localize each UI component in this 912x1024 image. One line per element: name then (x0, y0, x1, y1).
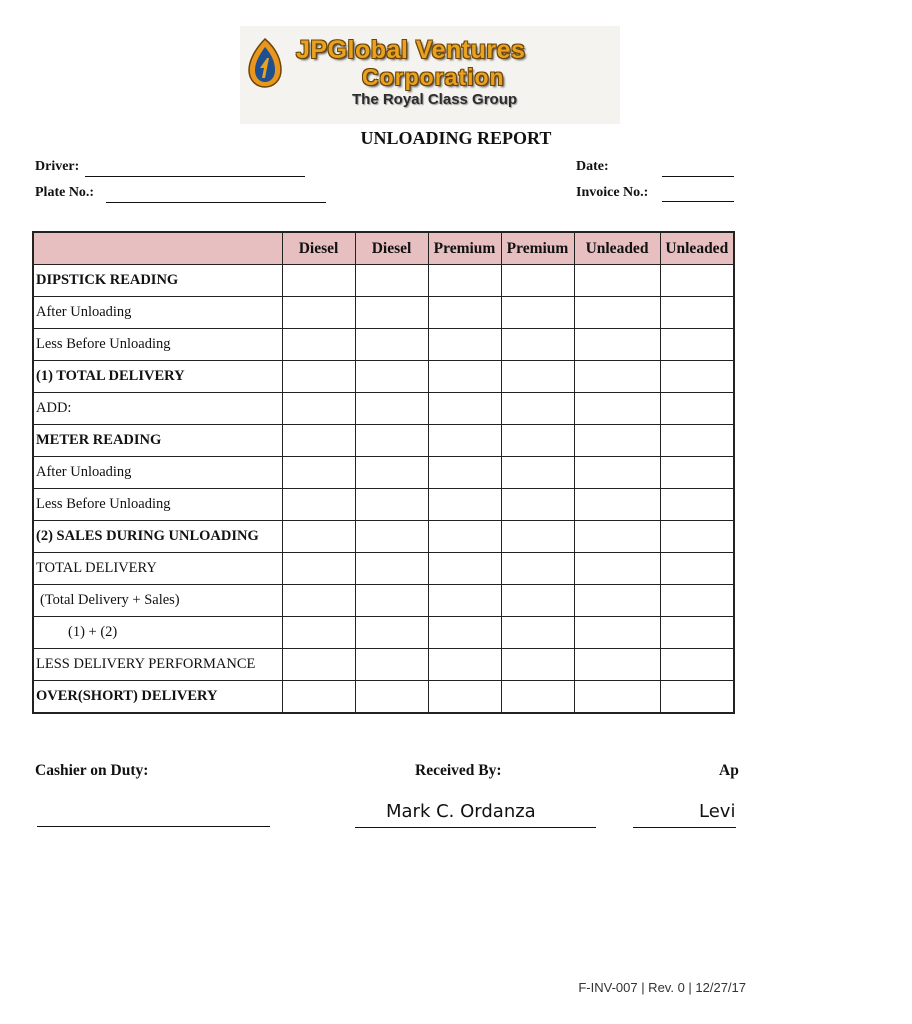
table-row (33, 521, 734, 553)
entry-cell[interactable] (660, 265, 734, 297)
table-row (33, 393, 734, 425)
entry-cell[interactable] (428, 489, 501, 521)
header-cell: Unleaded (574, 232, 660, 265)
header-cell (33, 232, 282, 265)
entry-cell[interactable] (660, 585, 734, 617)
entry-cell[interactable] (574, 393, 660, 425)
entry-cell[interactable] (660, 521, 734, 553)
entry-cell[interactable] (574, 425, 660, 457)
entry-cell[interactable] (355, 265, 428, 297)
entry-cell[interactable] (282, 681, 355, 714)
entry-cell[interactable] (501, 649, 574, 681)
entry-cell[interactable] (428, 393, 501, 425)
entry-cell[interactable] (501, 265, 574, 297)
header-cell: Premium (428, 232, 501, 265)
plate-label: Plate No.: (35, 185, 95, 200)
entry-cell[interactable] (428, 649, 501, 681)
entry-cell[interactable] (574, 361, 660, 393)
entry-cell[interactable] (574, 489, 660, 521)
entry-cell[interactable] (355, 649, 428, 681)
entry-cell[interactable] (282, 617, 355, 649)
entry-cell[interactable] (355, 457, 428, 489)
entry-cell[interactable] (501, 617, 574, 649)
entry-cell[interactable] (282, 329, 355, 361)
received-name: Mark C. Ordanza (386, 801, 536, 822)
entry-cell[interactable] (428, 553, 501, 585)
row-label: After Unloading (33, 457, 282, 489)
entry-cell[interactable] (282, 393, 355, 425)
flame-drop-icon (248, 38, 282, 88)
entry-cell[interactable] (574, 521, 660, 553)
plate-field[interactable] (106, 202, 326, 203)
entry-cell[interactable] (660, 457, 734, 489)
entry-cell[interactable] (282, 425, 355, 457)
row-label: After Unloading (33, 297, 282, 329)
entry-cell[interactable] (501, 521, 574, 553)
entry-cell[interactable] (428, 425, 501, 457)
entry-cell[interactable] (355, 553, 428, 585)
table-row (33, 617, 734, 649)
invoice-label: Invoice No.: (576, 185, 649, 200)
entry-cell[interactable] (501, 681, 574, 714)
entry-cell[interactable] (282, 361, 355, 393)
entry-cell[interactable] (428, 585, 501, 617)
approved-name: Levi (699, 801, 736, 822)
entry-cell[interactable] (574, 585, 660, 617)
entry-cell[interactable] (428, 265, 501, 297)
entry-cell[interactable] (355, 617, 428, 649)
entry-cell[interactable] (355, 681, 428, 714)
company-name-line1: JPGlobal Ventures (296, 36, 526, 64)
date-field[interactable] (662, 176, 734, 177)
company-logo (240, 26, 620, 124)
entry-cell[interactable] (501, 489, 574, 521)
entry-cell[interactable] (428, 521, 501, 553)
entry-cell[interactable] (428, 297, 501, 329)
entry-cell[interactable] (574, 681, 660, 714)
entry-cell[interactable] (428, 361, 501, 393)
entry-cell[interactable] (660, 329, 734, 361)
row-label: METER READING (33, 425, 282, 457)
entry-cell[interactable] (428, 617, 501, 649)
row-label: Less Before Unloading (33, 489, 282, 521)
table-row (33, 265, 734, 297)
row-label: DIPSTICK READING (33, 265, 282, 297)
table-row (33, 329, 734, 361)
unloading-table (32, 231, 735, 714)
entry-cell[interactable] (282, 585, 355, 617)
row-label: Less Before Unloading (33, 329, 282, 361)
entry-cell[interactable] (574, 329, 660, 361)
entry-cell[interactable] (574, 297, 660, 329)
entry-cell[interactable] (282, 521, 355, 553)
entry-cell[interactable] (355, 361, 428, 393)
entry-cell[interactable] (501, 329, 574, 361)
entry-cell[interactable] (355, 521, 428, 553)
entry-cell[interactable] (282, 649, 355, 681)
entry-cell[interactable] (660, 649, 734, 681)
entry-cell[interactable] (660, 297, 734, 329)
driver-field[interactable] (85, 176, 305, 177)
company-name-line2: Corporation (362, 64, 505, 90)
header-cell: Unleaded (660, 232, 734, 265)
entry-cell[interactable] (660, 361, 734, 393)
driver-label: Driver: (35, 159, 80, 174)
entry-cell[interactable] (501, 393, 574, 425)
entry-cell[interactable] (282, 297, 355, 329)
row-label: LESS DELIVERY PERFORMANCE (33, 649, 282, 681)
entry-cell[interactable] (501, 297, 574, 329)
entry-cell[interactable] (660, 393, 734, 425)
row-label: (2) SALES DURING UNLOADING (33, 521, 282, 553)
entry-cell[interactable] (660, 425, 734, 457)
entry-cell[interactable] (501, 425, 574, 457)
table-row (33, 649, 734, 681)
cashier-signature-line[interactable] (37, 826, 270, 827)
entry-cell[interactable] (660, 681, 734, 714)
table-row (33, 361, 734, 393)
entry-cell[interactable] (574, 617, 660, 649)
entry-cell[interactable] (660, 489, 734, 521)
row-label: ADD: (33, 393, 282, 425)
table-row (33, 457, 734, 489)
entry-cell[interactable] (428, 681, 501, 714)
invoice-field[interactable] (662, 201, 734, 202)
row-label: TOTAL DELIVERY (33, 553, 282, 585)
entry-cell[interactable] (355, 329, 428, 361)
received-label: Received By: (415, 762, 502, 779)
row-label: OVER(SHORT) DELIVERY (33, 681, 282, 714)
table-row (33, 297, 734, 329)
entry-cell[interactable] (282, 265, 355, 297)
cashier-label: Cashier on Duty: (35, 762, 149, 779)
table-row (33, 425, 734, 457)
date-label: Date: (576, 159, 609, 174)
received-signature-line[interactable] (355, 827, 596, 828)
row-label: (1) + (2) (33, 617, 282, 649)
approved-label: Ap (719, 762, 739, 779)
table-header-row (33, 232, 734, 265)
entry-cell[interactable] (282, 553, 355, 585)
entry-cell[interactable] (660, 553, 734, 585)
table-row (33, 585, 734, 617)
table-row (33, 489, 734, 521)
row-label: (1) TOTAL DELIVERY (33, 361, 282, 393)
report-title: UNLOADING REPORT (360, 128, 552, 148)
approved-signature-line[interactable] (633, 827, 736, 828)
entry-cell[interactable] (355, 297, 428, 329)
header-cell: Diesel (355, 232, 428, 265)
entry-cell[interactable] (282, 457, 355, 489)
document-code: F-INV-007 | Rev. 0 | 12/27/17 (578, 980, 746, 995)
entry-cell[interactable] (574, 649, 660, 681)
entry-cell[interactable] (428, 329, 501, 361)
entry-cell[interactable] (355, 425, 428, 457)
entry-cell[interactable] (282, 489, 355, 521)
entry-cell[interactable] (574, 265, 660, 297)
entry-cell[interactable] (501, 585, 574, 617)
entry-cell[interactable] (355, 489, 428, 521)
entry-cell[interactable] (501, 361, 574, 393)
entry-cell[interactable] (574, 457, 660, 489)
entry-cell[interactable] (501, 553, 574, 585)
entry-cell[interactable] (660, 617, 734, 649)
table-row (33, 681, 734, 714)
entry-cell[interactable] (355, 585, 428, 617)
entry-cell[interactable] (428, 457, 501, 489)
row-label: (Total Delivery + Sales) (33, 585, 282, 617)
header-cell: Diesel (282, 232, 355, 265)
entry-cell[interactable] (355, 393, 428, 425)
company-tagline: The Royal Class Group (352, 91, 518, 108)
table-row (33, 553, 734, 585)
header-cell: Premium (501, 232, 574, 265)
entry-cell[interactable] (574, 553, 660, 585)
entry-cell[interactable] (501, 457, 574, 489)
